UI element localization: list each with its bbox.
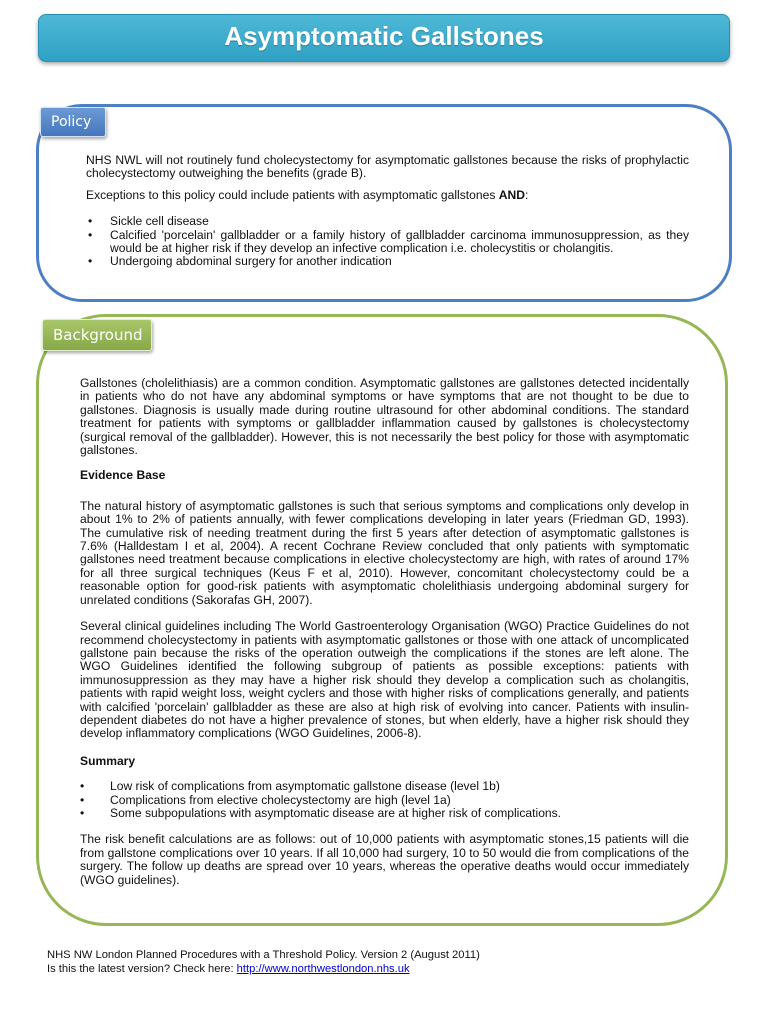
footer-prefix: Is this the latest version? Check here:: [47, 963, 237, 975]
exceptions-colon: :: [524, 187, 529, 202]
list-item: • Calcified 'porcelain' gallbladder or a family history of gallbladder carcinoma immunosuppression, as they would be at higher risk if they develop an infective complication i.e. cholecystitis or cholangitis.: [88, 227, 689, 256]
summary-bullet-list: [80, 780, 689, 820]
bullet-icon: •: [88, 254, 93, 269]
exceptions-and: AND: [498, 187, 525, 202]
evidence-paragraph-1: The natural history of asymptomatic gallstones is such that serious symptoms and complications only develop in about 1% to 2% of patients annually, with fewer complications developing in later years (Friedman GD, 1993). The cumulative risk of needing treatment during the first 5 years after detection of asymptomatic gallstones is 7.6% (Halldestam I et al, 2004). A recent Cochrane Review concluded that only patients with symptomatic gallstones need treatment because complications in elective cholecystectomy are high, with rates of around 17% for all three surgical techniques (Keus F et al, 2010). However, concomitant cholecystectomy could be a reasonable option for good-risk patients with asymptomatic cholelithiasis undergoing abdominal surgery for unrelated conditions (Sakorafas GH, 2007).: [80, 498, 689, 607]
background-content: [80, 377, 689, 887]
footer-line-1: NHS NW London Planned Procedures with a Threshold Policy. Version 2 (August 2011): [47, 949, 480, 961]
closing-paragraph: The risk benefit calculations are as follows: out of 10,000 patients with asymptomatic stones,15 patients will die from gallstone complications over 10 years. If all 10,000 had surgery, 10 to 50 would die from complications of the surgery. The follow up deaths are spread over 10 years, whereas the operative deaths would occur immediately (WGO guidelines).: [80, 832, 689, 887]
footer: [47, 948, 480, 976]
summary-heading: Summary: [80, 753, 136, 768]
evidence-heading: Evidence Base: [80, 468, 166, 483]
page-title: Asymptomatic Gallstones: [224, 21, 544, 51]
bullet-icon: •: [80, 805, 85, 820]
background-intro: Gallstones (cholelithiasis) are a common condition. Asymptomatic gallstones are gallstones detected incidentally in patients who do not have any abdominal symptoms or have symptoms that are not thought to be due to gallstones. Diagnosis is usually made during routine ultrasound for other abdominal conditions. The standard treatment for patients with symptoms or gallbladder inflammation caused by gallstones is cholecystectomy (surgical removal of the gallbladder). However, this is not necessarily the best policy for those with asymptomatic gallstones.: [80, 376, 689, 458]
list-item: • Complications from elective cholecystectomy are high (level 1a): [80, 792, 451, 807]
title-banner: [38, 14, 730, 62]
policy-paragraph: NHS NWL will not routinely fund cholecystectomy for asymptomatic gallstones because the risks of prophylactic cholecystectomy outweighing the benefits (grade B).: [86, 153, 689, 181]
policy-bullet-list: [86, 215, 689, 269]
policy-exceptions-intro: [86, 189, 689, 202]
exceptions-intro-text: Exceptions to this policy could include patients with asymptomatic gallstones: [86, 187, 499, 202]
policy-content: [86, 154, 689, 269]
list-item: • Undergoing abdominal surgery for another indication: [88, 254, 392, 269]
list-item: • Sickle cell disease: [88, 214, 209, 229]
list-item: • Low risk of complications from asymptomatic gallstone disease (level 1b): [80, 779, 500, 794]
bullet-icon: •: [80, 792, 85, 807]
evidence-paragraph-2: Several clinical guidelines including The World Gastroenterology Organisation (WGO) Practice Guidelines do not recommend cholecystectomy in patients with asymptomatic gallstones or those with one attack of uncomplicated gallstone pain because the risks of the operation outweigh the complications if the stones are left alone. The WGO Guidelines identified the following subgroup of patients as possible exceptions: patients with immunosuppression as they may have a higher risk should they develop a complication such as cholangitis, patients with rapid weight loss, weight cyclers and those with higher risks of complications generally, and patients with calcified 'porcelain' gallbladder as these are also at high risk of evolving into cancer. Patients with insulin-dependent diabetes do not have a higher prevalence of stones, but when elderly, have a higher risk should they develop inflammatory complications (WGO Guidelines, 2006-8).: [80, 619, 689, 741]
bullet-icon: •: [88, 227, 93, 242]
bullet-icon: •: [88, 214, 93, 229]
bullet-icon: •: [80, 779, 85, 794]
footer-link[interactable]: http://www.northwestlondon.nhs.uk: [236, 963, 410, 975]
background-tab: Background: [42, 319, 152, 351]
footer-line-2: [47, 962, 480, 976]
list-item: • Some subpopulations with asymptomatic disease are at higher risk of complications.: [80, 805, 562, 820]
policy-tab: Policy: [40, 107, 106, 137]
